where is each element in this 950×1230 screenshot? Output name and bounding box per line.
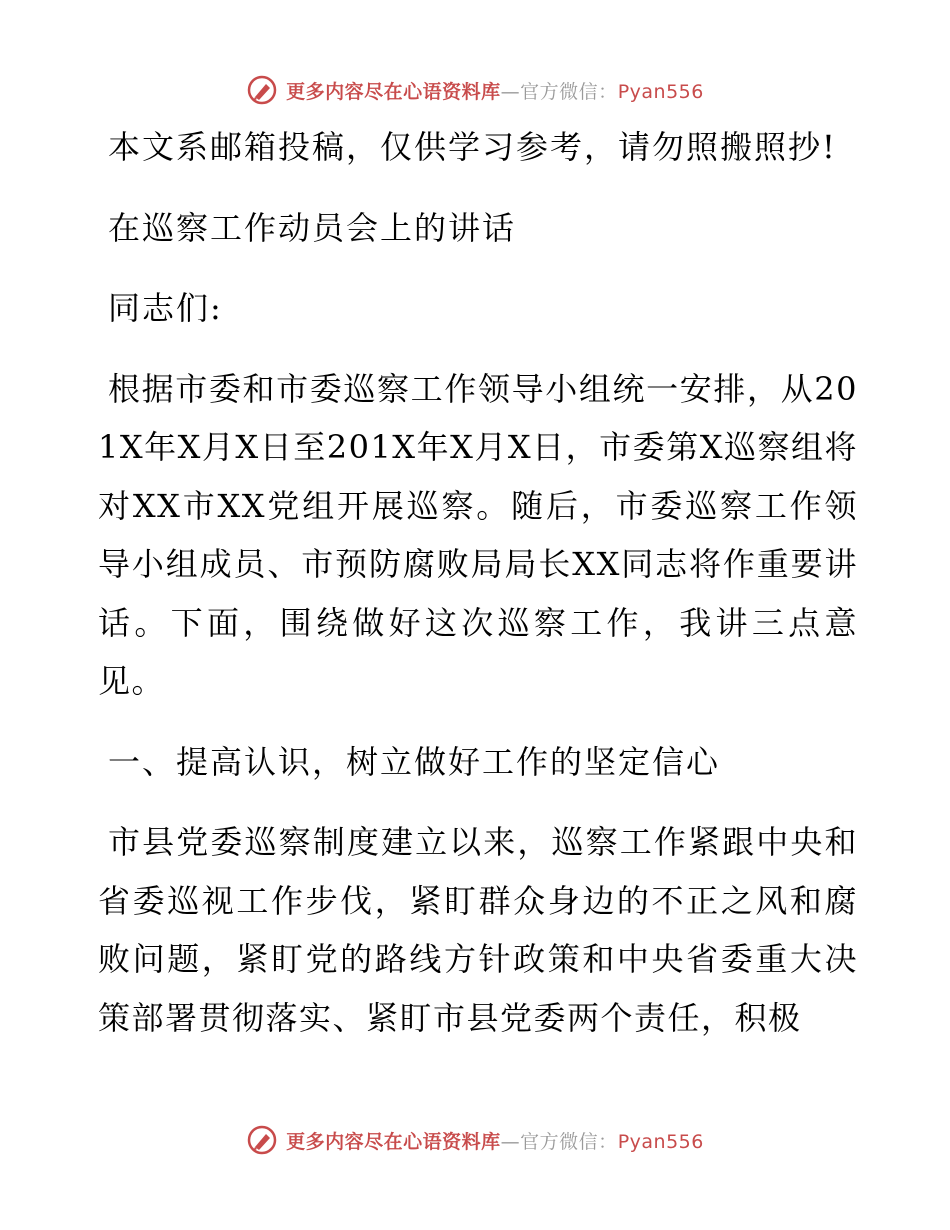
header-watermark bbox=[0, 70, 950, 110]
watermark-label: 官方微信： bbox=[520, 80, 618, 103]
watermark-text bbox=[286, 77, 704, 104]
watermark-site-text: 更多内容尽在心语资料库 bbox=[286, 1130, 501, 1153]
salutation: 同志们: bbox=[108, 289, 223, 327]
watermark-wechat-id: Pyan556 bbox=[617, 80, 704, 103]
speech-title: 在巡察工作动员会上的讲话 bbox=[108, 208, 517, 247]
document-body bbox=[98, 118, 858, 1069]
section-heading: 一、提高认识，树立做好工作的坚定信心 bbox=[108, 742, 721, 781]
watermark-dash: — bbox=[500, 80, 521, 103]
disclaimer-paragraph: 本文系邮箱投稿，仅供学习参考，请勿照搬照抄! bbox=[108, 128, 837, 166]
watermark-text bbox=[286, 1127, 704, 1154]
watermark-wechat-id: Pyan556 bbox=[617, 1130, 704, 1153]
pen-logo-icon bbox=[246, 74, 278, 106]
body-paragraph: 根据市委和市委巡察工作领导小组统一安排，从201X年X月X日至201X年X月X日，市委第X巡察组将对XX市XX党组开展巡察。随后，市委巡察工作领导小组成员、市预防腐败局局长XX同志将作重要讲话。下面，围绕做好这次巡察工作，我讲三点意见。 bbox=[98, 369, 858, 700]
footer-watermark bbox=[0, 1120, 950, 1160]
watermark-label: 官方微信： bbox=[520, 1130, 618, 1153]
watermark-site-text: 更多内容尽在心语资料库 bbox=[286, 80, 501, 103]
body-paragraph: 市县党委巡察制度建立以来，巡察工作紧跟中央和省委巡视工作步伐，紧盯群众身边的不正之风和腐败问题，紧盯党的路线方针政策和中央省委重大决策部署贯彻落实、紧盯市县党委两个责任，积极 bbox=[98, 823, 858, 1037]
pen-logo-icon bbox=[246, 1124, 278, 1156]
watermark-dash: — bbox=[500, 1130, 521, 1153]
